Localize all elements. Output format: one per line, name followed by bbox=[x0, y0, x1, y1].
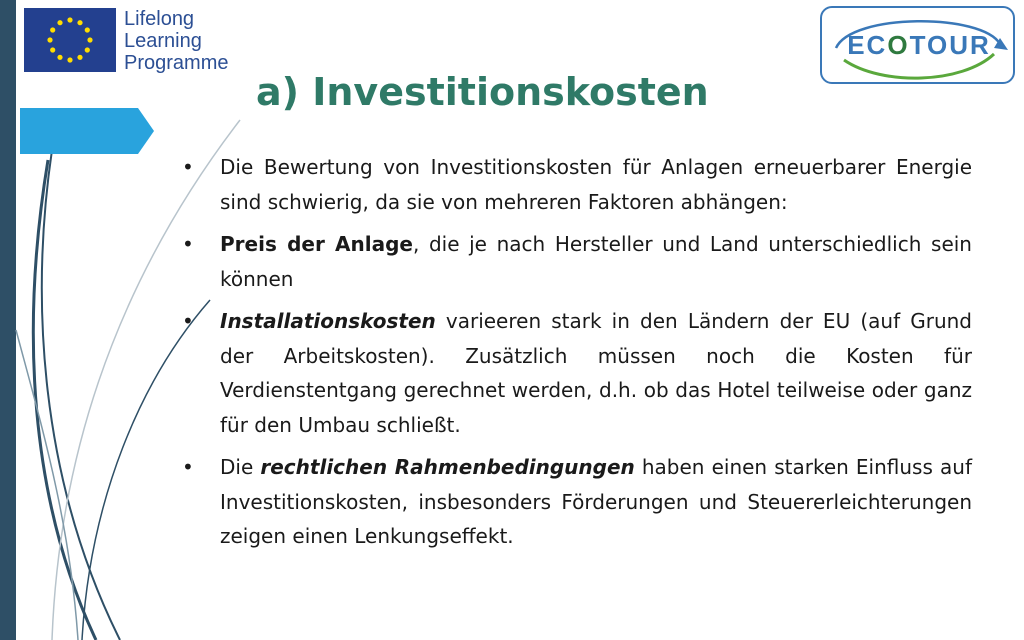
bullet-item bbox=[182, 450, 972, 554]
eu-flag-icon bbox=[24, 8, 116, 72]
bullet-item bbox=[182, 304, 972, 442]
bullet-text-part: Preis der Anlage bbox=[220, 232, 413, 256]
bullet-text-part: rechtlichen Rahmenbedingungen bbox=[260, 455, 635, 479]
ecotour-logo bbox=[820, 6, 1015, 84]
bullet-item bbox=[182, 150, 972, 219]
bullet-dot: • bbox=[182, 309, 194, 333]
bullet-text-part: haben einen starken Einfluss auf Investitionskosten, insbesonders Förderungen und Steuererleichterungen zeigen einen Lenkungseffekt. bbox=[220, 455, 972, 548]
ecotour-part-o: O bbox=[887, 30, 910, 60]
bullet-text-part: varieeren stark in den Ländern der EU (auf Grund der Arbeitskosten). Zusätzlich müssen noch die Kosten für Verdienstentgang gerechnet werden, d.h. ob das Hotel teilweise oder ganz für den Umbau schließt. bbox=[220, 309, 972, 437]
bullet-dot: • bbox=[182, 155, 194, 179]
bullet-text-part: Die Bewertung von Investitionskosten für Anlagen erneuerbarer Energie sind schwierig, da sie von mehreren Faktoren abhängen: bbox=[220, 155, 972, 214]
eu-text-line: Learning bbox=[124, 30, 202, 52]
eu-text-line: Programme bbox=[124, 52, 229, 74]
slide-title: a) Investitionskosten bbox=[256, 70, 709, 114]
ecotour-wordmark bbox=[844, 30, 994, 61]
eu-text-line: Lifelong bbox=[124, 8, 195, 30]
ecotour-part-tour: TOUR bbox=[909, 30, 991, 60]
eu-lifelong-learning-logo bbox=[24, 8, 244, 74]
bullet-text-part: Installationskosten bbox=[220, 309, 436, 333]
bullet-list bbox=[182, 150, 972, 562]
ecotour-part-ec: EC bbox=[847, 30, 888, 60]
bullet-text-part: , die je nach Hersteller und Land unterschiedlich sein können bbox=[220, 232, 972, 291]
eu-programme-name bbox=[124, 8, 254, 74]
bullet-text-part: Die bbox=[220, 455, 261, 479]
bullet-dot: • bbox=[182, 455, 194, 479]
bullet-item bbox=[182, 227, 972, 296]
bullet-dot: • bbox=[182, 232, 194, 256]
